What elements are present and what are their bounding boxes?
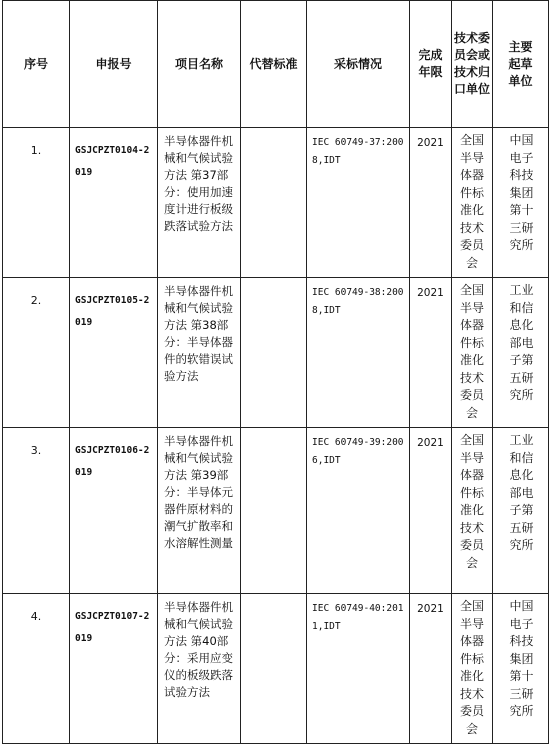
table-row [3,278,549,428]
row-year: 2021 [410,278,452,428]
row-year: 2021 [410,428,452,594]
row-unit-text: 工业和信息化部电子第五研究所 [509,283,534,402]
table-row [3,428,549,594]
row-no: 3. [3,428,70,594]
row-unit-text: 中国电子科技集团第十三研究所 [509,599,534,718]
row-code: GSJCPZT0107-2019 [70,594,158,744]
header-row [3,1,549,128]
header-name: 项目名称 [158,1,241,128]
header-tc-text: 技术委员会或 技术归口单位 [454,31,491,96]
row-tc [452,594,493,744]
header-tc [452,1,493,128]
row-tc-text: 全国半导体器件标准化技术委员会 [459,433,484,570]
header-unit-text: 主要起草单位 [508,39,533,88]
row-no: 1. [3,128,70,278]
header-year [410,1,452,128]
header-year-text: 完成年限 [418,48,443,79]
row-unit [493,594,549,744]
row-replace [241,128,307,278]
header-replace: 代替标准 [241,1,307,128]
row-code: GSJCPZT0105-2019 [70,278,158,428]
standards-table [2,0,549,744]
row-tc-text: 全国半导体器件标准化技术委员会 [459,599,484,736]
row-tc [452,428,493,594]
row-name: 半导体器件机械和气候试验方法 第37部分：使用加速度计进行板级跌落试验方法 [158,128,241,278]
table-row [3,128,549,278]
row-adopt: IEC 60749-37:2008,IDT [307,128,410,278]
row-name: 半导体器件机械和气候试验方法 第38部分：半导体器件的软错误试验方法 [158,278,241,428]
row-tc [452,278,493,428]
row-unit [493,278,549,428]
row-adopt: IEC 60749-38:2008,IDT [307,278,410,428]
row-year: 2021 [410,128,452,278]
header-unit [493,1,549,128]
header-code: 申报号 [70,1,158,128]
header-adopt: 采标情况 [307,1,410,128]
row-unit [493,128,549,278]
header-no: 序号 [3,1,70,128]
row-replace [241,278,307,428]
row-unit-text: 工业和信息化部电子第五研究所 [509,433,534,552]
row-replace [241,594,307,744]
row-code: GSJCPZT0106-2019 [70,428,158,594]
row-code: GSJCPZT0104-2019 [70,128,158,278]
row-unit-text: 中国电子科技集团第十三研究所 [509,133,534,252]
row-no: 4. [3,594,70,744]
row-name: 半导体器件机械和气候试验方法 第40部分：采用应变仪的板级跌落试验方法 [158,594,241,744]
row-tc-text: 全国半导体器件标准化技术委员会 [459,283,484,420]
row-adopt: IEC 60749-40:2011,IDT [307,594,410,744]
table-row [3,594,549,744]
row-tc-text: 全国半导体器件标准化技术委员会 [459,133,484,270]
row-year: 2021 [410,594,452,744]
row-replace [241,428,307,594]
row-tc [452,128,493,278]
row-name: 半导体器件机械和气候试验方法 第39部分：半导体元器件原材料的潮气扩散率和水溶解性测量 [158,428,241,594]
row-unit [493,428,549,594]
row-no: 2. [3,278,70,428]
row-adopt: IEC 60749-39:2006,IDT [307,428,410,594]
